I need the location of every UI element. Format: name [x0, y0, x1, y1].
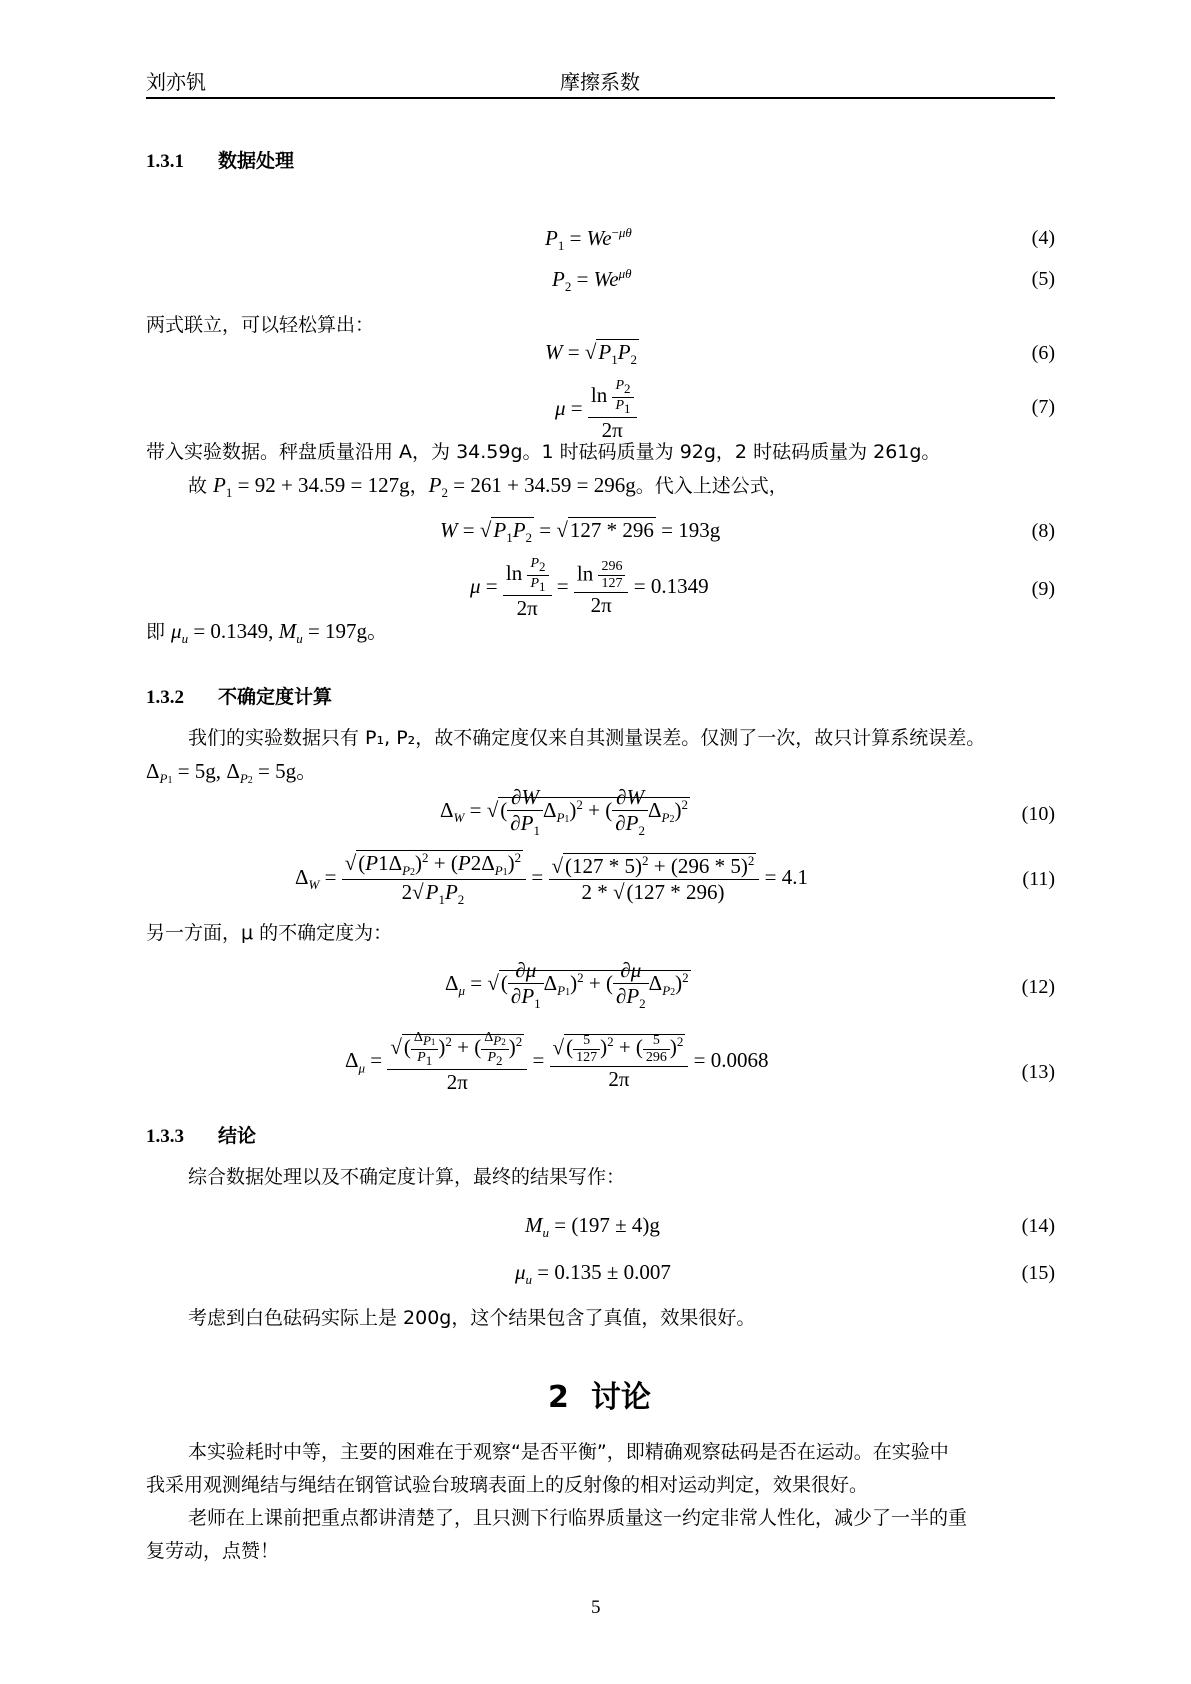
discussion-line-1: 本实验耗时中等，主要的困难在于观察“是否平衡”，即精确观察砝码是否在运动。在实验中 [188, 1441, 949, 1463]
paragraph-substitute: 故 $P_1 = 92 + 34.59 = 127g$，$P_2 = 261 + 34.59 = 296g$。代入上述公式， [188, 473, 788, 501]
discussion-line-2: 我采用观测绳结与绳结在钢管试验台玻璃表面上的反射像的相对运动判定，效果很好。 [146, 1474, 869, 1496]
equation-15: $\mu_u = 0.135 \pm 0.007$ [515, 1260, 671, 1288]
eq-number-4: (4) [1031, 227, 1055, 249]
equation-12: $\Delta_\mu$ = √( $\frac{\partial\mu}{\partial P_1}$ $\Delta_{P1})^2$ + ( $\frac{\partial\mu}{\partial P_2}$ $\Delta_{P2})^2$ [445, 958, 689, 1012]
equation-11: $\Delta_W$ = $\frac{√(P1\Delta_{P2})^2 + (P2\Delta_{P1})^2}{2√P_1P_2}$ = $\frac{√(127 * 5)^2 + (296 * 5)^2}{2 * √(127 * 296)}$ = 4.1 [295, 850, 808, 908]
eq-number-11: (11) [1022, 868, 1055, 890]
header-author: 刘亦钒 [146, 70, 206, 94]
eq-number-6: (6) [1031, 342, 1055, 364]
paragraph-data: 带入实验数据。秤盘质量沿用 A，为 34.59g。1 时砝码质量为 92g，2 时砝码质量为 261g。 [146, 441, 941, 463]
section-heading-1-3-1: 1.3.1 数据处理 [146, 150, 295, 172]
equation-7: μ = ln $\frac{P_2}{P_1}$ 2π [555, 378, 637, 443]
section-heading-1-3-2: 1.3.2 不确定度计算 [146, 686, 333, 708]
eq-number-14: (14) [1021, 1215, 1055, 1237]
equation-5: $P_2 = We^{\mu\theta}$ [552, 266, 632, 295]
paragraph-result: 即 $\mu_u = 0.1349$, $M_u = 197g$。 [146, 619, 389, 647]
equation-10: $\Delta_W$ = √( $\frac{\partial W}{\partial P_1}$ $\Delta_{P1})^2$ + ( $\frac{\partial W}{\partial P_2}$ $\Delta_{P2})^2$ [440, 785, 688, 839]
header-rule [146, 97, 1055, 99]
equation-6: $W = √P_1P_2$ [545, 340, 638, 368]
eq-number-12: (12) [1021, 976, 1055, 998]
eq-number-5: (5) [1031, 268, 1055, 290]
discussion-line-4: 复劳动，点赞！ [146, 1540, 280, 1562]
eq-number-9: (9) [1031, 578, 1055, 600]
equation-13: $\Delta_\mu$ = √( $\frac{\Delta_{P1}}{P_1}$ )$^2$ + ( $\frac{\Delta_{P2}}{P_2}$ )$^2$ 2π = √( $\frac{5}{127}$ )$^2$ + ( $\frac{5}{296}$ )$^2$ 2π = 0.0068 [345, 1030, 769, 1094]
paragraph-mu-uncertainty: 另一方面，μ 的不确定度为： [146, 922, 393, 944]
page-number: 5 [591, 1597, 601, 1618]
equation-8: $W = √P_1P_2 = √127 * 296 = 193g$ [440, 518, 721, 546]
eq-number-10: (10) [1021, 803, 1055, 825]
eq-number-13: (13) [1021, 1061, 1055, 1083]
eq-number-7: (7) [1031, 396, 1055, 418]
section-heading-1-3-3: 1.3.3 结论 [146, 1125, 257, 1147]
eq-number-8: (8) [1031, 520, 1055, 542]
eq-number-15: (15) [1021, 1262, 1055, 1284]
paragraph-true-value: 考虑到白色砝码实际上是 200g，这个结果包含了真值，效果很好。 [188, 1307, 756, 1329]
equation-9: μ = ln $\frac{P_2}{P_1}$ 2π = ln $\frac{296}{127}$ 2π = 0.1349 [470, 556, 709, 620]
equation-4: $P_1 = We^{-\mu\theta}$ [545, 225, 632, 254]
paragraph-combine: 两式联立，可以轻松算出： [146, 314, 375, 336]
paragraph-delta-p: $\Delta_{P1} = 5g$, $\Delta_{P2} = 5g$。 [146, 759, 318, 787]
equation-14: $M_u = (197 \pm 4)g$ [525, 1213, 660, 1241]
paragraph-uncertainty: 我们的实验数据只有 P₁, P₂，故不确定度仅来自其测量误差。仅测了一次，故只计算系统误差。 [188, 727, 986, 749]
paragraph-conclusion: 综合数据处理以及不确定度计算，最终的结果写作： [188, 1166, 626, 1188]
header-title: 摩擦系数 [560, 70, 640, 94]
discussion-line-3: 老师在上课前把重点都讲清楚了，且只测下行临界质量这一约定非常人性化，减少了一半的重 [188, 1507, 968, 1529]
section-heading-2: 2 讨论 [548, 1380, 651, 1415]
